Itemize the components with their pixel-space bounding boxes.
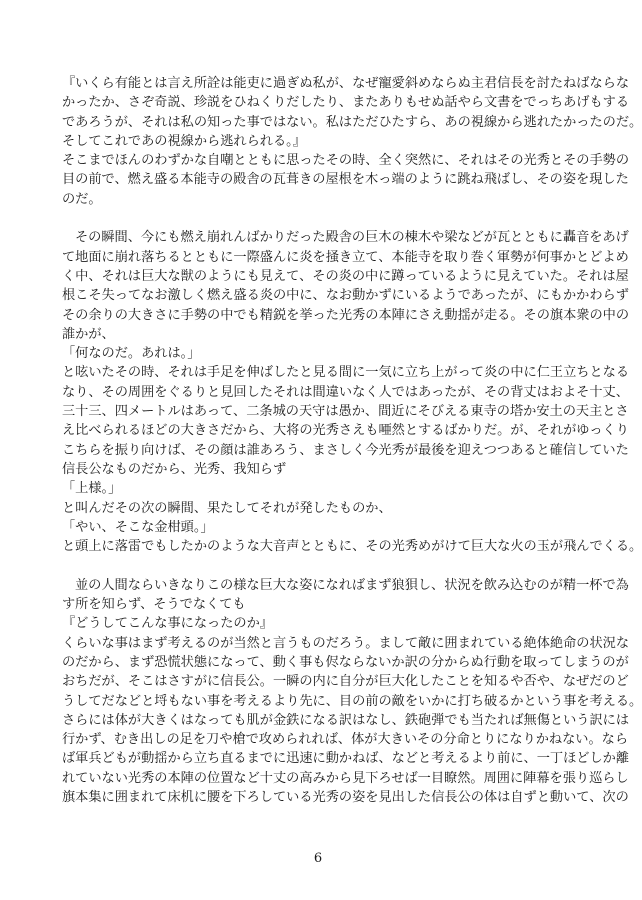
text-line: と頭上に落雷でもしたかのような大音声とともに、その光秀めがけて巨大な火の玉が飛んでくる。 bbox=[62, 539, 642, 555]
document-body bbox=[62, 74, 642, 807]
text-line: 誰かが、 bbox=[62, 326, 115, 342]
paragraph-2 bbox=[62, 228, 642, 556]
page-number: 6 bbox=[313, 851, 323, 866]
text-line: 『どうしてこんな事になったのか』 bbox=[62, 616, 273, 632]
text-line: なり、その周囲をぐるりと見回したそれは間違いなく人ではあったが、その背丈はおよそ十丈、 bbox=[62, 384, 629, 400]
text-line: 「やい、そこな金柑頭。」 bbox=[62, 519, 214, 535]
text-line: ば軍兵どもが動揺から立ち直るまでに迅速に動かねば、などと考えるより前に、一丁ほどしか離 bbox=[62, 751, 630, 767]
text-line: こちらを振り向けば、その顔は誰あろう、まさしく今光秀が最後を迎えつつあると確信していた bbox=[62, 442, 629, 458]
text-line: 三十三、四メートルはあって、二条城の天守は愚か、間近にそびえる東寺の塔か安土の天主とさ bbox=[62, 404, 629, 420]
text-line: さらには体が大きくはなっても肌が金鉄になる訳はなし、鉄砲弾でも当たれば無傷という訳には bbox=[62, 712, 630, 728]
text-line: うしてだなどと埒もない事を考えるより先に、目の前の敵をいかに打ち破るかという事を考える。 bbox=[62, 693, 642, 709]
text-line: え比べられるほどの大きさだから、大将の光秀さえも唖然とするばかりだ。が、それがゆっくり bbox=[62, 423, 629, 439]
text-line: 目の前で、燃え盛る本能寺の殿舎の瓦葺きの屋根を木っ端のように跳ね飛ばし、その姿を現した bbox=[62, 172, 629, 188]
text-line: その余りの大きさに手勢の中でも精鋭を挙った光秀の本陣にさえ動揺が走る。その旗本衆の中の bbox=[62, 307, 630, 323]
text-line: 行かず、むき出しの足を刀や槍で攻められれば、体が大きいその分命とりになりかねない。なら bbox=[62, 732, 629, 748]
paragraph-3 bbox=[62, 576, 642, 808]
text-line: と呟いたその時、それは手足を伸ばしたと見る間に一気に立ち上がって炎の中に仁王立ちとなる bbox=[62, 365, 630, 381]
text-line: おちだが、そこはさすがに信長公。一瞬の内に自分が巨大化したことを知るや否や、なぜだのど bbox=[62, 674, 629, 690]
text-line: 旗本集に囲まれて床机に腰を下ろしている光秀の姿を見出した信長公の体は自ずと動いて、次の bbox=[62, 789, 629, 805]
text-line: 根こそ失ってなお激しく燃え盛る炎の中に、なお動かずにいるようであったが、にもかかわらず bbox=[62, 288, 629, 304]
text-line: くらいな事はまず考えるのが当然と言うものだろう。まして敵に囲まれている絶体絶命の状況な bbox=[62, 635, 630, 651]
text-line: そしてこれであの視線から逃れられる。』 bbox=[62, 133, 306, 149]
text-line: その瞬間、今にも燃え崩れんばかりだった殿舎の巨木の棟木や梁などが瓦とともに轟音をあげ bbox=[75, 230, 629, 246]
text-line: 「上様。」 bbox=[62, 481, 122, 497]
text-line: のだから、まず恐慌状態になって、動く事も侭ならないか訳の分からぬ行動を取ってしまうのが bbox=[62, 654, 629, 670]
text-line: 「何なのだ。あれは。」 bbox=[62, 346, 201, 362]
paragraph-gap bbox=[62, 209, 574, 228]
text-line: と叫んだその次の瞬間、果たしてそれが発したものか、 bbox=[62, 500, 392, 516]
text-line: 並の人間ならいきなりこの様な巨大な姿になればまず狼狽し、状況を飲み込むのが精一杯で為 bbox=[75, 577, 629, 593]
text-line: であろうが、それは私の知った事ではない。私はただひたすら、あの視線から逃れたかったのだ。 bbox=[62, 114, 642, 130]
text-line: く中、それは巨大な獣のようにも見えて、その炎の中に蹲っているように見えていた。それは屋 bbox=[62, 268, 629, 284]
text-line: す所を知らず、そうでなくても bbox=[62, 597, 246, 613]
text-line: のだ。 bbox=[62, 191, 102, 207]
paragraph-gap bbox=[62, 556, 574, 575]
text-line: て地面に崩れ落ちるとともに一際盛んに炎を掻き立て、本能寺を取り巻く軍勢が何事かとどよめ bbox=[62, 249, 629, 265]
text-line: 『いくら有能とは言え所詮は能吏に過ぎぬ私が、なぜ寵愛斜めならぬ主君信長を討たねばならな bbox=[62, 76, 630, 91]
text-line: 信長公なものだから、光秀、我知らず bbox=[62, 461, 287, 477]
text-line: れていない光秀の本陣の位置など十丈の高みから見下ろせば一目瞭然。周囲に陣幕を張り巡らし bbox=[62, 770, 629, 786]
paragraph-1 bbox=[62, 74, 642, 209]
text-line: そこまでほんのわずかな自嘲とともに思ったその時、全く突然に、それはその光秀とその手勢の bbox=[62, 153, 630, 169]
text-line: かったか、さぞ奇説、珍説をひねくりだしたり、またありもせぬ話やら文書をでっちあげもする bbox=[62, 95, 630, 111]
